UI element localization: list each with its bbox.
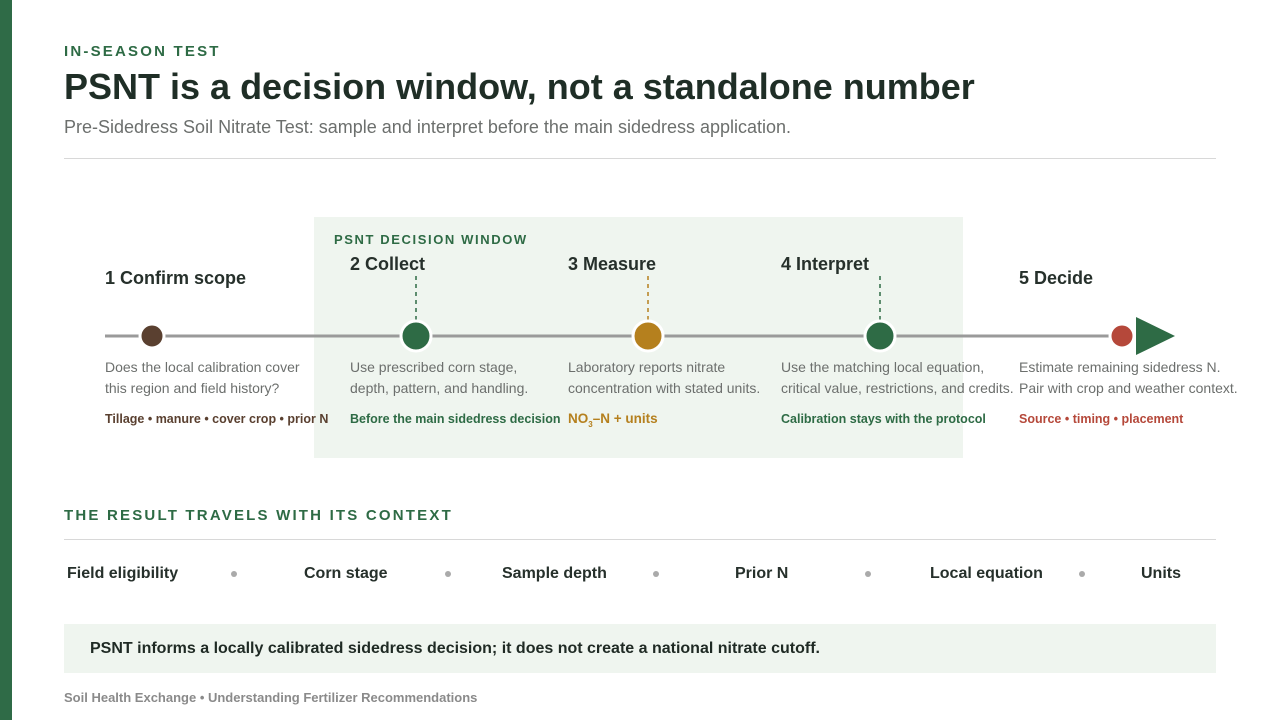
separator-dot-icon xyxy=(445,571,451,577)
step-1-title: 1 Confirm scope xyxy=(105,268,247,288)
step-1-node xyxy=(140,324,164,348)
footer-source: Soil Health Exchange • Understanding Fertilizer Recommendations xyxy=(64,690,478,705)
step-1-desc-line: Does the local calibration cover xyxy=(105,359,300,375)
context-item: Local equation xyxy=(930,565,1043,582)
step-3-note-main: NO xyxy=(568,411,589,426)
step-3-desc-line: concentration with stated units. xyxy=(568,380,761,396)
step-2-note: Before the main sidedress decision xyxy=(350,412,561,426)
step-5-note: Source • timing • placement xyxy=(1019,412,1184,426)
context-section-title: THE RESULT TRAVELS WITH ITS CONTEXT xyxy=(64,507,453,524)
step-4-node xyxy=(865,321,895,351)
eyebrow: IN-SEASON TEST xyxy=(64,43,221,60)
context-item: Units xyxy=(1141,565,1181,582)
step-5-node xyxy=(1110,324,1134,348)
step-4-title: 4 Interpret xyxy=(781,254,870,274)
step-3-note-sub: 3 xyxy=(588,420,593,429)
arrow-head-icon xyxy=(1136,317,1175,355)
step-1-desc xyxy=(105,357,300,399)
context-item: Corn stage xyxy=(304,565,388,582)
step-1-note: Tillage • manure • cover crop • prior N xyxy=(105,412,329,426)
callout-text: PSNT informs a locally calibrated sidedress decision; it does not create a national nitrate cutoff. xyxy=(90,640,820,657)
step-4-desc xyxy=(781,357,1014,399)
step-4-desc-line: critical value, restrictions, and credits. xyxy=(781,380,1014,396)
decision-window-label: PSNT DECISION WINDOW xyxy=(334,232,528,247)
step-4-desc-line: Use the matching local equation, xyxy=(781,359,985,375)
separator-dot-icon xyxy=(653,571,659,577)
step-3-note xyxy=(568,411,658,429)
step-3-note-rest: –N + units xyxy=(592,411,658,426)
separator-dot-icon xyxy=(1079,571,1085,577)
context-divider xyxy=(64,539,1216,540)
step-3-desc-line: Laboratory reports nitrate xyxy=(568,359,726,375)
separator-dot-icon xyxy=(865,571,871,577)
step-5-desc xyxy=(1019,357,1238,399)
step-3-node xyxy=(633,321,663,351)
step-2-desc-line: depth, pattern, and handling. xyxy=(350,380,529,396)
step-4-note: Calibration stays with the protocol xyxy=(781,412,986,426)
key-takeaway-callout xyxy=(64,624,1216,673)
page-subtitle: Pre-Sidedress Soil Nitrate Test: sample and interpret before the main sidedress application. xyxy=(64,117,792,137)
page-title: PSNT is a decision window, not a standalone number xyxy=(64,66,975,107)
context-item: Prior N xyxy=(735,565,789,582)
step-2-title: 2 Collect xyxy=(350,254,426,274)
step-1-desc-line: this region and field history? xyxy=(105,380,280,396)
context-item: Field eligibility xyxy=(67,565,179,582)
step-3-title: 3 Measure xyxy=(568,254,657,274)
step-5-title: 5 Decide xyxy=(1019,268,1094,288)
step-5-desc-line: Estimate remaining sidedress N. xyxy=(1019,359,1221,375)
step-2-desc-line: Use prescribed corn stage, xyxy=(350,359,518,375)
step-2-desc xyxy=(350,357,528,399)
step-2-node xyxy=(401,321,431,351)
step-5-desc-line: Pair with crop and weather context. xyxy=(1019,380,1238,396)
step-3-desc xyxy=(568,357,760,399)
separator-dot-icon xyxy=(231,571,237,577)
context-item: Sample depth xyxy=(502,565,607,582)
